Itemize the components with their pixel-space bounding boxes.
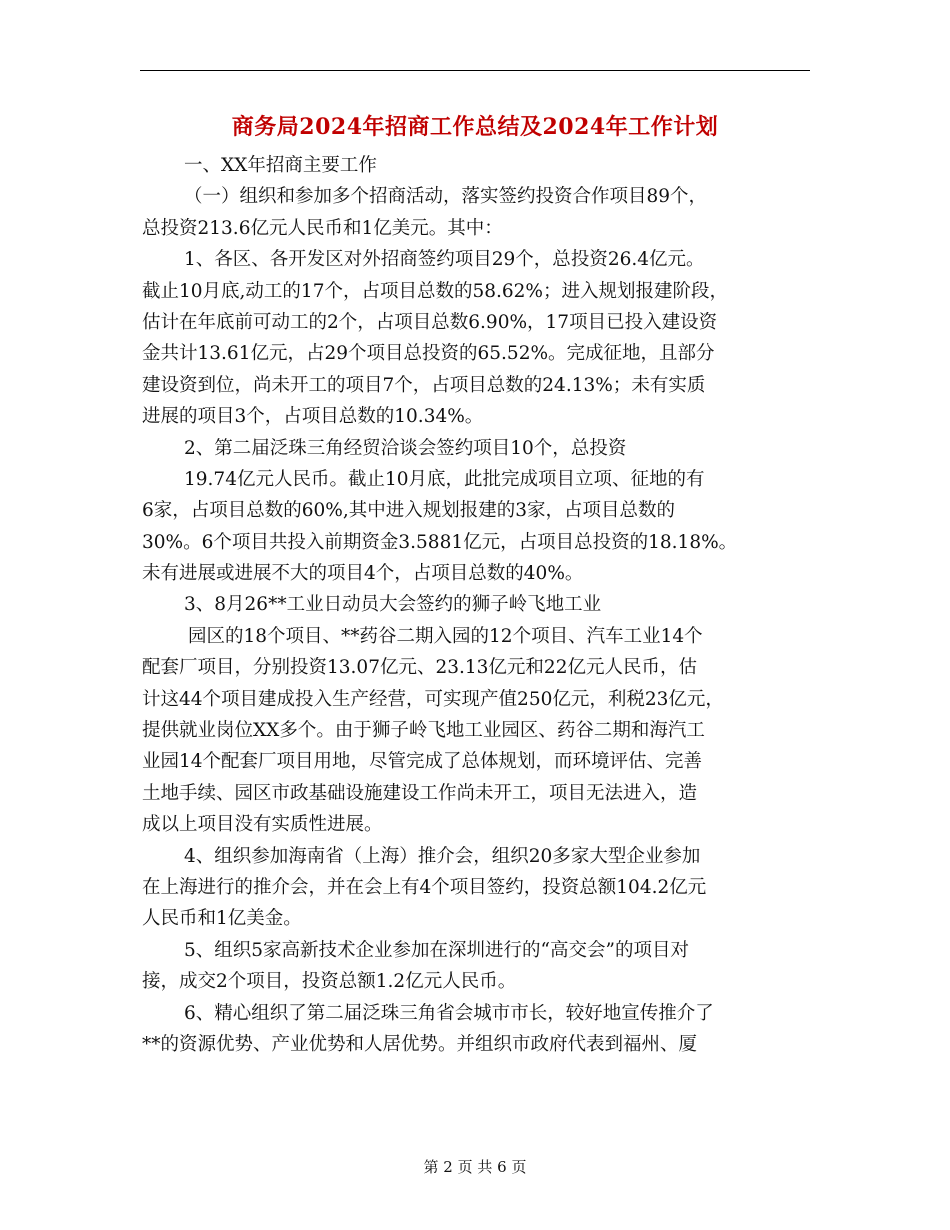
text-line: 1、各区、各开发区对外招商签约项目29个，总投资26.4亿元。 bbox=[184, 249, 705, 271]
text-line: 配套厂项目，分别投资13.07亿元、23.13亿元和22亿元人民币，估 bbox=[142, 657, 697, 679]
document-title: 商务局2024年招商工作总结及2024年工作计划 bbox=[231, 114, 719, 140]
text-line: 估计在年底前可动工的2个，占项目总数6.90%，17项目已投入建设资 bbox=[142, 311, 718, 333]
text-line: 在上海进行的推介会，并在会上有4个项目签约，投资总额104.2亿元 bbox=[142, 876, 707, 898]
text-line: 业园14个配套厂项目用地，尽管完成了总体规划，而环境评估、完善 bbox=[142, 751, 703, 773]
text-line: 进展的项目3个，占项目总数的10.34%。 bbox=[142, 406, 484, 428]
text-line: 接，成交2个项目，投资总额1.2亿元人民币。 bbox=[142, 971, 517, 993]
text-line: 总投资213.6亿元人民币和1亿美元。其中： bbox=[142, 217, 503, 239]
text-line: 成以上项目没有实质性进展。 bbox=[142, 814, 383, 836]
text-line: 4、组织参加海南省（上海）推介会，组织20多家大型企业参加 bbox=[184, 845, 701, 867]
text-line: 计这44个项目建成投入生产经营，可实现产值250亿元，利税23亿元， bbox=[142, 688, 724, 710]
text-line: 19.74亿元人民币。截止10月底，此批完成项目立项、征地的有 bbox=[184, 468, 705, 490]
text-line: 截止10月底,动工的17个，占项目总数的58.62%；进入规划报建阶段， bbox=[142, 280, 729, 302]
text-line: 土地手续、园区市政基础设施建设工作尚未开工，项目无法进入，造 bbox=[142, 782, 698, 804]
text-line: 园区的18个项目、**药谷二期入园的12个项目、汽车工业14个 bbox=[188, 625, 703, 647]
text-line: 建设资到位，尚未开工的项目7个，占项目总数的24.13%；未有实质 bbox=[142, 374, 706, 396]
document-body bbox=[142, 150, 814, 1060]
text-line: 金共计13.61亿元，占29个项目总投资的65.52%。完成征地，且部分 bbox=[142, 343, 715, 365]
text-line: 未有进展或进展不大的项目4个，占项目总数的40%。 bbox=[142, 563, 584, 585]
header-rule bbox=[140, 70, 810, 71]
text-line: 6家，占项目总数的60%,其中进入规划报建的3家，占项目总数的 bbox=[142, 500, 676, 522]
text-line: （一）组织和参加多个招商活动，落实签约投资合作项目89个， bbox=[184, 186, 708, 208]
text-line: 3、8月26**工业日动员大会签约的狮子岭飞地工业 bbox=[184, 594, 602, 616]
text-line: 一、XX年招商主要工作 bbox=[184, 155, 377, 176]
text-line: 30%。6个项目共投入前期资金3.5881亿元，占项目总投资的18.18%。 bbox=[142, 531, 738, 553]
text-line: **的资源优势、产业优势和人居优势。并组织市政府代表到福州、厦 bbox=[142, 1033, 698, 1055]
text-line: 6、精心组织了第二届泛珠三角省会城市市长，较好地宣传推介了 bbox=[184, 1002, 714, 1024]
page-footer: 第 2 页 共 6 页 bbox=[423, 1158, 527, 1176]
text-line: 5、组织5家高新技术企业参加在深圳进行的“高交会”的项目对 bbox=[184, 939, 689, 961]
text-line: 提供就业岗位XX多个。由于狮子岭飞地工业园区、药谷二期和海汽工 bbox=[142, 720, 705, 742]
text-line: 人民币和1亿美金。 bbox=[142, 908, 302, 930]
text-line: 2、第二届泛珠三角经贸洽谈会签约项目10个，总投资 bbox=[184, 437, 627, 459]
